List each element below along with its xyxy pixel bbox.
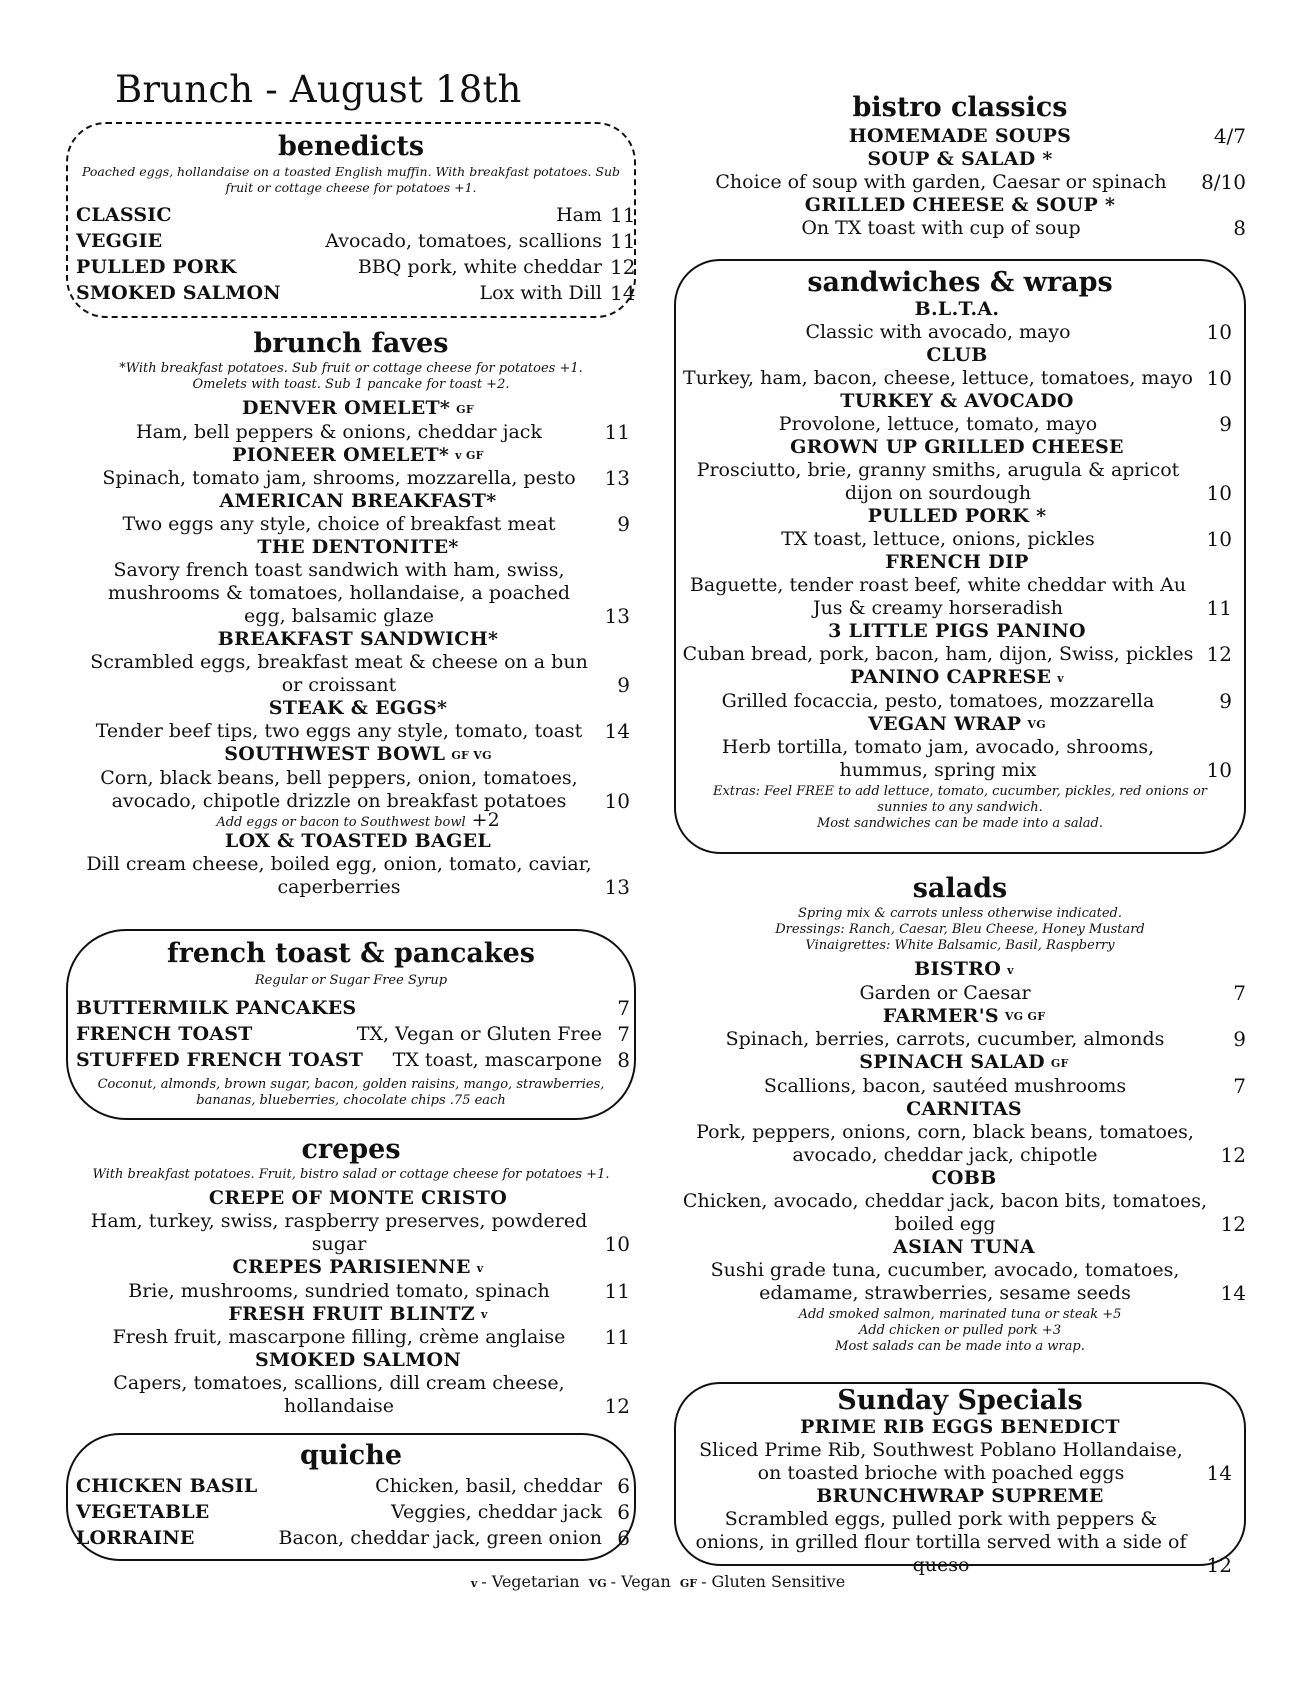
- item-name-text: GROWN UP GRILLED CHEESE: [790, 436, 1124, 458]
- item-desc-row: [682, 459, 1232, 505]
- menu-item: [86, 1303, 630, 1350]
- sandwiches-section: [674, 267, 1246, 832]
- menu-item: [674, 194, 1246, 240]
- section-title: crepes: [301, 1134, 401, 1165]
- item-desc-row: [86, 767, 630, 813]
- diet-tag: GF: [1050, 1056, 1069, 1070]
- section-title: brunch faves: [253, 328, 449, 359]
- menu-item: [688, 1416, 1232, 1485]
- item-name-text: FRESH FRUIT BLINTZ: [228, 1302, 475, 1325]
- diet-tag: GF: [456, 402, 474, 416]
- item-price: 8: [1233, 216, 1246, 240]
- item-price: 7: [617, 1022, 630, 1046]
- section-title: quiche: [299, 1440, 402, 1471]
- item-name-text: TURKEY & AVOCADO: [840, 390, 1074, 412]
- salads-add-1: Add smoked salmon, marinated tuna or steak +5: [798, 1306, 1122, 1322]
- legend-v: v: [470, 1577, 478, 1590]
- item-desc: TX toast, mascarpone: [392, 1049, 602, 1071]
- item-desc: [356, 995, 610, 1021]
- item-name-text: 3 LITTLE PIGS PANINO: [828, 620, 1086, 642]
- salads-note-3: Vinaigrettes: White Balsamic, Basil, Raspberry: [805, 938, 1115, 953]
- item-desc: Cuban bread, pork, bacon, ham, dijon, Swiss, pickles: [682, 643, 1194, 665]
- item-price: 12: [1220, 1142, 1246, 1167]
- item-desc-row: [682, 574, 1232, 620]
- menu-item: [86, 743, 630, 813]
- menu-item: [86, 1187, 630, 1256]
- item-desc: Tender beef tips, two eggs any style, tomato, toast: [95, 720, 583, 742]
- menu-item: [86, 444, 630, 491]
- item-price: 10: [604, 1232, 630, 1256]
- item-name-text: DENVER OMELET*: [242, 397, 451, 419]
- menu-item: [682, 1098, 1246, 1167]
- item-desc: Chicken, avocado, cheddar jack, bacon bits, tomatoes, boiled egg: [682, 1189, 1208, 1235]
- item-desc-row: [86, 651, 630, 697]
- item-price: 10: [1206, 366, 1232, 390]
- page-title: Brunch - August 18th: [115, 68, 522, 111]
- legend-gf: GF: [679, 1577, 698, 1590]
- addon-note: Add eggs or bacon to Southwest bowl: [216, 814, 466, 830]
- item-name-text: HOMEMADE SOUPS: [848, 125, 1072, 147]
- item-desc: Turkey, ham, bacon, cheese, lettuce, tomatoes, mayo: [683, 367, 1193, 389]
- item-desc-row: [682, 1121, 1246, 1167]
- item-name-text: AMERICAN BREAKFAST*: [219, 490, 497, 512]
- item-price: 10: [604, 788, 630, 813]
- item-name-text: SOUTHWEST BOWL: [224, 743, 446, 765]
- menu-item: [86, 697, 630, 743]
- item-price: 13: [604, 604, 630, 628]
- item-desc: Classic with avocado, mayo: [805, 321, 1071, 343]
- menu-item: [682, 505, 1232, 551]
- item-price: 6: [617, 1474, 630, 1498]
- item-price: 12: [604, 1394, 630, 1418]
- menu-row: [76, 1499, 630, 1525]
- item-name: [674, 194, 1246, 217]
- item-name: [86, 830, 630, 853]
- menu-row: [76, 1021, 630, 1047]
- item-name: [86, 1256, 630, 1280]
- menu-row: [76, 1473, 630, 1499]
- item-desc-row: [86, 853, 630, 899]
- item-price: 11: [604, 1278, 630, 1303]
- item-price: 14: [610, 281, 636, 305]
- dietary-legend: [0, 1572, 1312, 1591]
- salads-section: [674, 873, 1246, 1355]
- section-note: Regular or Sugar Free Syrup: [254, 973, 448, 988]
- menu-item: [86, 628, 630, 697]
- item-desc: Ham, turkey, swiss, raspberry preserves, powdered sugar: [90, 1210, 588, 1255]
- item-name-text: SOUP & SALAD *: [867, 148, 1053, 170]
- item-price: 6: [617, 1526, 630, 1550]
- item-name-text: B.L.T.A.: [914, 298, 1000, 320]
- menu-item: [682, 1167, 1246, 1236]
- item-desc: Bacon, cheddar jack, green onion: [278, 1527, 602, 1549]
- item-desc: Lox with Dill: [479, 282, 602, 304]
- item-desc-row: [688, 1508, 1232, 1577]
- item-desc-row: [682, 690, 1232, 713]
- item-desc-row: [682, 413, 1232, 436]
- item-name: PULLED PORK: [76, 256, 237, 278]
- diet-tag: v: [1007, 963, 1014, 977]
- item-desc: Provolone, lettuce, tomato, mayo: [778, 413, 1098, 435]
- legend-vg-label: - Vegan: [610, 1572, 671, 1591]
- legend-gf-label: - Gluten Sensitive: [701, 1572, 846, 1591]
- menu-row: [76, 1047, 630, 1073]
- item-name-text: PRIME RIB EGGS BENEDICT: [800, 1416, 1120, 1438]
- southwest-addon-row: [86, 808, 630, 831]
- salads-add-3: Most salads can be made into a wrap.: [835, 1338, 1085, 1354]
- item-price: 10: [1206, 527, 1232, 551]
- item-price: 7: [1233, 980, 1246, 1005]
- item-desc-row: [86, 559, 630, 628]
- item-name-text: GRILLED CHEESE & SOUP *: [804, 194, 1116, 216]
- item-desc: Corn, black beans, bell peppers, onion, tomatoes, avocado, chipotle drizzle on breakfast potatoes: [100, 766, 578, 812]
- item-name: [682, 390, 1232, 413]
- item-name: [674, 148, 1246, 171]
- french-toast-section: [66, 938, 636, 1109]
- item-name: CHICKEN BASIL: [76, 1475, 258, 1497]
- item-price: 12: [1220, 1211, 1246, 1236]
- item-price: 11: [604, 1325, 630, 1349]
- item-desc: BBQ pork, white cheddar: [357, 256, 602, 278]
- item-desc: Herb tortilla, tomato jam, avocado, shrooms, hummus, spring mix: [721, 736, 1155, 781]
- extras-note-2: Most sandwiches can be made into a salad.: [816, 816, 1103, 831]
- section-title: Sunday Specials: [837, 1385, 1083, 1416]
- section-title: benedicts: [277, 131, 425, 162]
- item-price: 9: [1219, 688, 1232, 713]
- section-note: *With breakfast potatoes. Sub fruit or cottage cheese for potatoes +1. Omelets with toast. Sub 1 pancake for toast +2.: [119, 361, 583, 392]
- diet-tag: v: [1057, 671, 1064, 685]
- menu-row: [76, 202, 636, 228]
- extras-note: Extras: Feel FREE to add lettuce, tomato, cucumber, pickles, red onions or sunnies to any sandwich.: [712, 784, 1208, 815]
- item-desc-row: [674, 217, 1246, 240]
- menu-item: [674, 148, 1246, 194]
- menu-item: [682, 713, 1232, 783]
- item-name-text: THE DENTONITE*: [257, 536, 459, 558]
- item-name: [674, 125, 1246, 148]
- menu-item: [86, 536, 630, 628]
- menu-item: [86, 490, 630, 536]
- section-title: sandwiches & wraps: [807, 267, 1113, 298]
- salads-note-1: Spring mix & carrots unless otherwise indicated.: [798, 906, 1122, 921]
- item-desc-row: [86, 421, 630, 444]
- item-name: VEGGIE: [76, 230, 163, 252]
- item-name-text: ASIAN TUNA: [893, 1235, 1035, 1258]
- menu-row: [76, 1525, 630, 1551]
- item-name: [688, 1416, 1232, 1439]
- section-note: With breakfast potatoes. Fruit, bistro salad or cottage cheese for potatoes +1.: [92, 1167, 610, 1182]
- item-name: LORRAINE: [76, 1527, 195, 1549]
- item-name: CLASSIC: [76, 204, 172, 226]
- item-price: 14: [1206, 1461, 1232, 1485]
- menu-item: [682, 958, 1246, 1005]
- item-name: [86, 490, 630, 513]
- menu-row: [76, 995, 630, 1021]
- item-price: 9: [1219, 412, 1232, 436]
- diet-tag: v GF: [455, 449, 484, 462]
- item-name-text: PIONEER OMELET*: [232, 443, 450, 466]
- item-price: 4/7: [1213, 124, 1246, 148]
- item-desc: Savory french toast sandwich with ham, swiss, mushrooms & tomatoes, hollandaise, a poached egg, balsamic glaze: [107, 559, 571, 627]
- item-price: 10: [1206, 481, 1232, 505]
- item-desc: Avocado, tomatoes, scallions: [325, 230, 602, 252]
- item-desc-row: [86, 513, 630, 536]
- item-price: 10: [1206, 758, 1232, 782]
- item-name: [688, 1485, 1232, 1508]
- item-desc-row: [682, 1075, 1246, 1098]
- item-price: 12: [1206, 642, 1232, 666]
- item-desc: Prosciutto, brie, granny smiths, arugula & apricot dijon on sourdough: [696, 459, 1180, 504]
- item-name: [682, 1098, 1246, 1121]
- item-desc: Ham: [556, 204, 602, 226]
- item-name-text: CLUB: [926, 344, 988, 366]
- item-name: [682, 551, 1232, 574]
- item-price: 9: [1233, 1027, 1246, 1051]
- item-desc-row: [86, 720, 630, 743]
- item-name: [86, 628, 630, 651]
- item-name-text: COBB: [931, 1166, 997, 1189]
- item-name: [682, 1236, 1246, 1259]
- item-name: STUFFED FRENCH TOAST: [76, 1049, 364, 1071]
- item-price: 12: [610, 255, 636, 279]
- item-desc-row: [86, 1326, 630, 1349]
- item-price: 8: [617, 1048, 630, 1072]
- menu-item: [682, 620, 1232, 666]
- diet-tag: VG: [1027, 718, 1046, 731]
- item-desc: Sushi grade tuna, cucumber, avocado, tomatoes, edamame, strawberries, sesame seeds: [710, 1258, 1180, 1304]
- item-name: [86, 1187, 630, 1210]
- item-name-text: VEGAN WRAP: [868, 712, 1022, 735]
- item-desc: Garden or Caesar: [859, 981, 1031, 1004]
- item-price: 12: [1206, 1553, 1232, 1577]
- item-name: SMOKED SALMON: [76, 282, 281, 304]
- menu-item: [682, 344, 1232, 390]
- menu-item: [86, 1256, 630, 1303]
- item-desc-row: [674, 171, 1246, 194]
- bistro-classics-section: [674, 92, 1246, 240]
- item-name: [682, 505, 1232, 528]
- diet-tag: VG GF: [1004, 1010, 1046, 1023]
- item-desc-row: [682, 321, 1232, 344]
- item-price: 11: [610, 229, 636, 253]
- item-desc-row: [86, 1372, 630, 1418]
- crepes-section: [66, 1134, 636, 1418]
- item-desc-row: [688, 1439, 1232, 1485]
- menu-item: [682, 551, 1232, 620]
- item-price: 14: [1220, 1280, 1246, 1305]
- item-price: 9: [617, 673, 630, 697]
- item-name-text: CREPES PARISIENNE: [232, 1256, 471, 1278]
- item-desc: Capers, tomatoes, scallions, dill cream cheese, hollandaise: [113, 1372, 565, 1417]
- menu-item: [688, 1485, 1232, 1577]
- item-name-text: BRUNCHWRAP SUPREME: [816, 1485, 1104, 1507]
- item-price: 7: [1233, 1073, 1246, 1098]
- item-desc: Sliced Prime Rib, Southwest Poblano Hollandaise, on toasted brioche with poached eggs: [699, 1439, 1183, 1484]
- item-name-text: BISTRO: [914, 958, 1002, 980]
- item-desc: Chicken, basil, cheddar: [375, 1475, 602, 1497]
- section-title: french toast & pancakes: [167, 938, 535, 969]
- item-desc: Scrambled eggs, pulled pork with peppers & onions, in grilled flour tortilla served with a side of queso: [695, 1508, 1187, 1576]
- benedicts-section: [66, 131, 636, 306]
- menu-row: [76, 228, 636, 254]
- menu-item: [682, 1051, 1246, 1098]
- menu-item: [682, 666, 1232, 713]
- item-name: VEGETABLE: [76, 1501, 210, 1523]
- item-name: [682, 713, 1232, 737]
- item-name: [86, 397, 630, 421]
- item-desc-row: [682, 736, 1232, 782]
- item-desc: Ham, bell peppers & onions, cheddar jack: [136, 420, 542, 443]
- item-price: 13: [604, 874, 630, 899]
- item-price: 7: [617, 996, 630, 1020]
- item-price: 9: [617, 512, 630, 536]
- item-desc-row: [86, 1210, 630, 1256]
- item-name: [86, 743, 630, 767]
- item-desc: Fresh fruit, mascarpone filling, crème anglaise: [112, 1326, 566, 1348]
- item-price: 14: [604, 719, 630, 743]
- item-desc: Veggies, cheddar jack: [391, 1501, 602, 1523]
- item-name-text: LOX & TOASTED BAGEL: [224, 829, 492, 852]
- item-price: 6: [617, 1500, 630, 1524]
- item-name: [682, 666, 1232, 690]
- menu-item: [682, 436, 1232, 505]
- item-name: [682, 436, 1232, 459]
- menu-item: [682, 1005, 1246, 1052]
- legend-vg: VG: [588, 1577, 607, 1590]
- item-desc: TX toast, lettuce, onions, pickles: [781, 528, 1095, 550]
- item-desc-row: [682, 528, 1232, 551]
- item-price: 10: [1206, 320, 1232, 344]
- menu-item: [674, 125, 1246, 148]
- item-name: [682, 1167, 1246, 1190]
- sunday-specials-section: [674, 1385, 1246, 1577]
- item-name: [682, 1051, 1246, 1075]
- item-desc: Brie, mushrooms, sundried tomato, spinach: [128, 1279, 550, 1302]
- item-desc: Two eggs any style, choice of breakfast meat: [122, 513, 556, 535]
- item-name: BUTTERMILK PANCAKES: [76, 997, 357, 1019]
- section-note: Poached eggs, hollandaise on a toasted English muffin. With breakfast potatoes. Sub fruit or cottage cheese for potatoes +1.: [81, 164, 621, 195]
- item-desc: Dill cream cheese, boiled egg, onion, tomato, caviar, caperberries: [86, 852, 592, 898]
- item-desc-row: [682, 367, 1232, 390]
- item-price: 11: [610, 203, 636, 227]
- item-name-text: PULLED PORK *: [867, 505, 1047, 527]
- item-name-text: FRENCH DIP: [885, 551, 1029, 573]
- toppings-note: Coconut, almonds, brown sugar, bacon, golden raisins, mango, strawberries, bananas, blueberries, chocolate chips .75 each: [97, 1077, 605, 1108]
- item-desc: Spinach, tomato jam, shrooms, mozzarella, pesto: [102, 467, 576, 489]
- item-desc-row: [682, 1190, 1246, 1236]
- item-desc-row: [86, 467, 630, 490]
- diet-tag: v: [480, 1308, 488, 1321]
- item-desc: Choice of soup with garden, Caesar or spinach: [715, 171, 1167, 193]
- item-name: FRENCH TOAST: [76, 1023, 253, 1045]
- item-name-text: SMOKED SALMON: [254, 1349, 462, 1371]
- item-name: [682, 298, 1232, 321]
- item-desc: Baguette, tender roast beef, white cheddar with Au Jus & creamy horseradish: [689, 574, 1187, 619]
- item-name-text: PANINO CAPRESE: [850, 666, 1052, 688]
- item-name-text: SPINACH SALAD: [859, 1051, 1045, 1073]
- item-desc: Scallions, bacon, sautéed mushrooms: [763, 1074, 1127, 1097]
- item-name: [86, 444, 630, 468]
- item-price: 13: [604, 466, 630, 490]
- item-desc: Grilled focaccia, pesto, tomatoes, mozzarella: [721, 689, 1155, 712]
- item-desc-row: [682, 643, 1232, 666]
- diet-tag: GF VG: [451, 748, 492, 762]
- item-price: 11: [1206, 596, 1232, 620]
- diet-tag: v: [476, 1261, 484, 1275]
- item-price: 11: [604, 419, 630, 444]
- legend-v-label: - Vegetarian: [481, 1572, 580, 1591]
- menu-item: [682, 298, 1232, 344]
- item-desc: TX, Vegan or Gluten Free: [356, 1023, 602, 1045]
- item-name-text: STEAK & EGGS*: [268, 697, 448, 719]
- item-desc-row: [682, 982, 1246, 1005]
- item-name-text: CARNITAS: [906, 1097, 1022, 1120]
- menu-item: [682, 390, 1232, 436]
- menu-row: [76, 254, 636, 280]
- item-name: [86, 1349, 630, 1372]
- item-name: [682, 344, 1232, 367]
- item-desc: On TX toast with cup of soup: [801, 217, 1081, 239]
- quiche-section: [66, 1440, 636, 1551]
- item-desc-row: [682, 1028, 1246, 1051]
- section-title: salads: [912, 873, 1008, 904]
- item-desc: Pork, peppers, onions, corn, black beans, tomatoes, avocado, cheddar jack, chipotle: [696, 1120, 1194, 1166]
- brunch-faves-section: [66, 328, 636, 899]
- item-name-text: FARMER'S: [882, 1004, 999, 1027]
- item-name: [86, 697, 630, 720]
- menu-item: [86, 1349, 630, 1418]
- menu-item: [86, 397, 630, 444]
- section-title: bistro classics: [852, 92, 1068, 123]
- item-name-text: CREPE OF MONTE CRISTO: [208, 1187, 508, 1209]
- item-name: [682, 1005, 1246, 1029]
- item-name: [682, 620, 1232, 643]
- menu-item: [682, 1236, 1246, 1305]
- item-name: [682, 958, 1246, 982]
- salads-note-2: Dressings: Ranch, Caesar, Bleu Cheese, Honey Mustard: [775, 922, 1145, 937]
- item-price: 8/10: [1201, 170, 1246, 194]
- item-desc: Scrambled eggs, breakfast meat & cheese on a bun or croissant: [90, 651, 588, 696]
- item-desc-row: [86, 1280, 630, 1303]
- item-name: [86, 1303, 630, 1327]
- item-desc-row: [682, 1259, 1246, 1305]
- menu-row: [76, 280, 636, 306]
- item-name: [86, 536, 630, 559]
- item-name-text: BREAKFAST SANDWICH*: [217, 628, 499, 650]
- item-desc: Spinach, berries, carrots, cucumber, almonds: [725, 1028, 1165, 1050]
- salads-add-2: Add chicken or pulled pork +3: [858, 1322, 1062, 1338]
- addon-price: +2: [471, 808, 500, 831]
- menu-item: [86, 830, 630, 899]
